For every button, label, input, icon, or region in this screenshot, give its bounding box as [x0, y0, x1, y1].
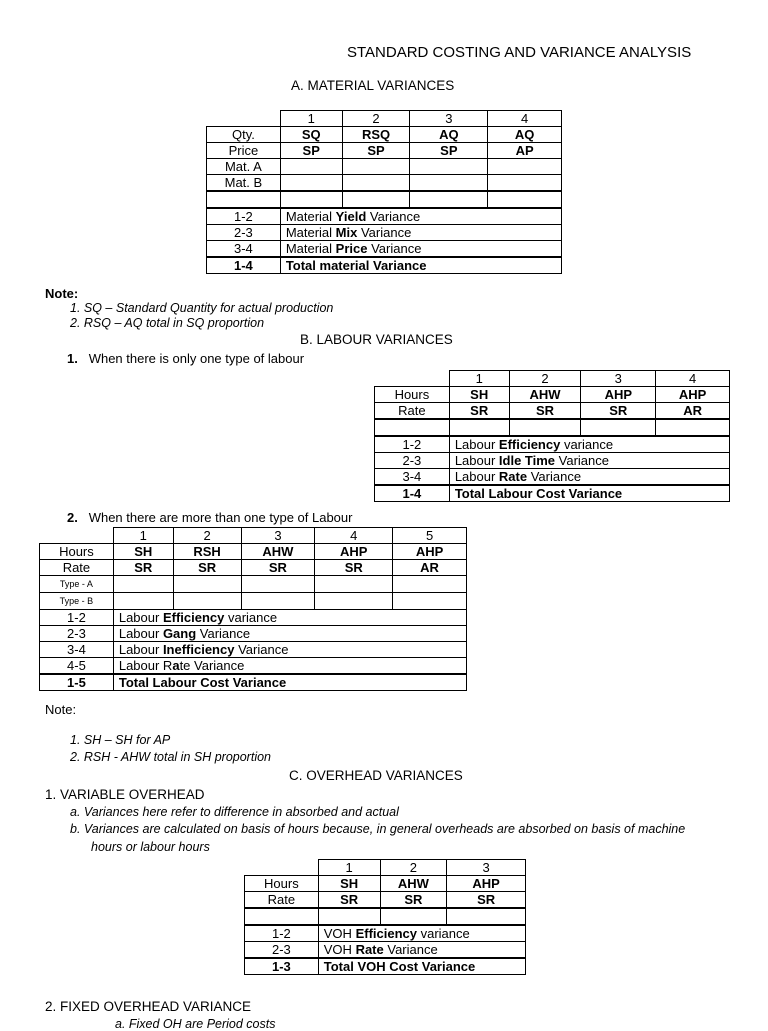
range-cell: 2-3 — [40, 626, 114, 642]
table-cell: SR — [449, 403, 509, 420]
note-item: 2. RSH - AHW total in SH proportion — [70, 750, 271, 764]
table-cell: AHP — [447, 876, 526, 892]
material-heading: A. MATERIAL VARIANCES — [291, 78, 455, 93]
range-cell: 2-3 — [245, 942, 319, 959]
table-cell: AHW — [241, 544, 315, 560]
col-header: 4 — [488, 111, 562, 127]
variance-cell: Labour Efficiency variance — [113, 610, 466, 626]
col-header: 2 — [509, 371, 581, 387]
variance-cell: Labour Efficiency variance — [449, 436, 729, 453]
variance-cell: Labour Inefficiency Variance — [113, 642, 466, 658]
range-cell: 1-2 — [40, 610, 114, 626]
labour-case1: 1. When there is only one type of labour — [67, 351, 305, 366]
table-cell: AHP — [315, 544, 393, 560]
range-cell: 3-4 — [375, 469, 450, 486]
variance-cell: Labour Rate Variance — [449, 469, 729, 486]
col-header: 1 — [449, 371, 509, 387]
col-header: 4 — [656, 371, 730, 387]
table-cell: SP — [410, 143, 488, 159]
range-cell: 1-2 — [207, 208, 281, 225]
variance-cell: Material Yield Variance — [280, 208, 561, 225]
variance-cell: Material Mix Variance — [280, 225, 561, 241]
material-variance-table — [206, 110, 562, 274]
row-label: Rate — [375, 403, 450, 420]
row-label: Rate — [245, 892, 319, 909]
total-variance-cell: Total VOH Cost Variance — [318, 958, 525, 975]
col-header: 5 — [393, 528, 467, 544]
variance-cell: VOH Rate Variance — [318, 942, 525, 959]
row-label: Hours — [375, 387, 450, 403]
table-cell: SH — [113, 544, 173, 560]
row-label: Rate — [40, 560, 114, 576]
variance-cell: Labour Idle Time Variance — [449, 453, 729, 469]
row-label: Price — [207, 143, 281, 159]
col-header: 1 — [113, 528, 173, 544]
foh-note: a. Fixed OH are Period costs — [115, 1017, 276, 1031]
overhead-heading: C. OVERHEAD VARIANCES — [289, 768, 463, 783]
total-variance-cell: Total material Variance — [280, 257, 561, 274]
col-header: 2 — [342, 111, 410, 127]
total-range-cell: 1-3 — [245, 958, 319, 975]
table-cell: SH — [449, 387, 509, 403]
note-item: 2. RSQ – AQ total in SQ proportion — [70, 316, 265, 330]
total-range-cell: 1-4 — [207, 257, 281, 274]
table-cell: SR — [318, 892, 380, 909]
range-cell: 4-5 — [40, 658, 114, 675]
row-label: Type - B — [40, 593, 114, 610]
table-cell: SR — [113, 560, 173, 576]
col-header: 4 — [315, 528, 393, 544]
table-cell: AHP — [581, 387, 656, 403]
table-cell: AR — [656, 403, 730, 420]
range-cell: 1-2 — [375, 436, 450, 453]
note-label: Note: — [45, 702, 77, 717]
variance-cell: Labour Rate Variance — [113, 658, 466, 675]
range-cell: 3-4 — [40, 642, 114, 658]
labour-single-table — [374, 370, 730, 502]
col-header: 3 — [241, 528, 315, 544]
range-cell: 2-3 — [207, 225, 281, 241]
note-label: Note: — [45, 286, 79, 301]
row-label: Hours — [40, 544, 114, 560]
table-cell: SR — [447, 892, 526, 909]
table-cell: AHW — [509, 387, 581, 403]
foh-heading: 2. FIXED OVERHEAD VARIANCE — [45, 999, 252, 1014]
range-cell: 2-3 — [375, 453, 450, 469]
table-cell: SR — [380, 892, 447, 909]
row-label: Mat. A — [207, 159, 281, 175]
row-label: Mat. B — [207, 175, 281, 192]
table-cell: SR — [173, 560, 241, 576]
variance-cell: Labour Gang Variance — [113, 626, 466, 642]
total-range-cell: 1-5 — [40, 674, 114, 691]
table-cell: SR — [581, 403, 656, 420]
table-cell: AP — [488, 143, 562, 159]
labour-heading: B. LABOUR VARIANCES — [300, 332, 453, 347]
voh-note: a. Variances here refer to difference in absorbed and actual — [70, 805, 399, 819]
col-header: 3 — [581, 371, 656, 387]
table-cell: AHP — [656, 387, 730, 403]
row-label: Qty. — [207, 127, 281, 143]
col-header: 1 — [318, 860, 380, 876]
table-cell: SP — [342, 143, 410, 159]
variance-cell: VOH Efficiency variance — [318, 925, 525, 942]
variance-cell: Material Price Variance — [280, 241, 561, 258]
voh-table — [244, 859, 526, 975]
range-cell: 1-2 — [245, 925, 319, 942]
range-cell: 3-4 — [207, 241, 281, 258]
table-cell: AHP — [393, 544, 467, 560]
table-cell: AQ — [410, 127, 488, 143]
labour-case2: 2. When there are more than one type of Labour — [67, 510, 353, 525]
table-cell: SR — [241, 560, 315, 576]
table-cell: AR — [393, 560, 467, 576]
note-item: 1. SH – SH for AP — [70, 733, 171, 747]
table-cell: AHW — [380, 876, 447, 892]
voh-note: b. Variances are calculated on basis of hours because, in general overheads are absorbed on basis of machine — [70, 822, 686, 836]
row-label: Type - A — [40, 576, 114, 593]
col-header: 1 — [280, 111, 342, 127]
total-range-cell: 1-4 — [375, 485, 450, 502]
total-variance-cell: Total Labour Cost Variance — [449, 485, 729, 502]
table-cell: SP — [280, 143, 342, 159]
col-header: 2 — [173, 528, 241, 544]
row-label: Hours — [245, 876, 319, 892]
total-variance-cell: Total Labour Cost Variance — [113, 674, 466, 691]
col-header: 3 — [410, 111, 488, 127]
table-cell: SR — [509, 403, 581, 420]
note-item: 1. SQ – Standard Quantity for actual production — [70, 301, 334, 315]
table-cell: SH — [318, 876, 380, 892]
table-cell: RSQ — [342, 127, 410, 143]
table-cell: SR — [315, 560, 393, 576]
labour-multi-table — [39, 527, 467, 691]
col-header: 3 — [447, 860, 526, 876]
table-cell: SQ — [280, 127, 342, 143]
col-header: 2 — [380, 860, 447, 876]
table-cell: AQ — [488, 127, 562, 143]
voh-heading: 1. VARIABLE OVERHEAD — [45, 787, 205, 802]
document-title: STANDARD COSTING AND VARIANCE ANALYSIS — [347, 44, 692, 61]
voh-note: hours or labour hours — [91, 840, 210, 854]
table-cell: RSH — [173, 544, 241, 560]
